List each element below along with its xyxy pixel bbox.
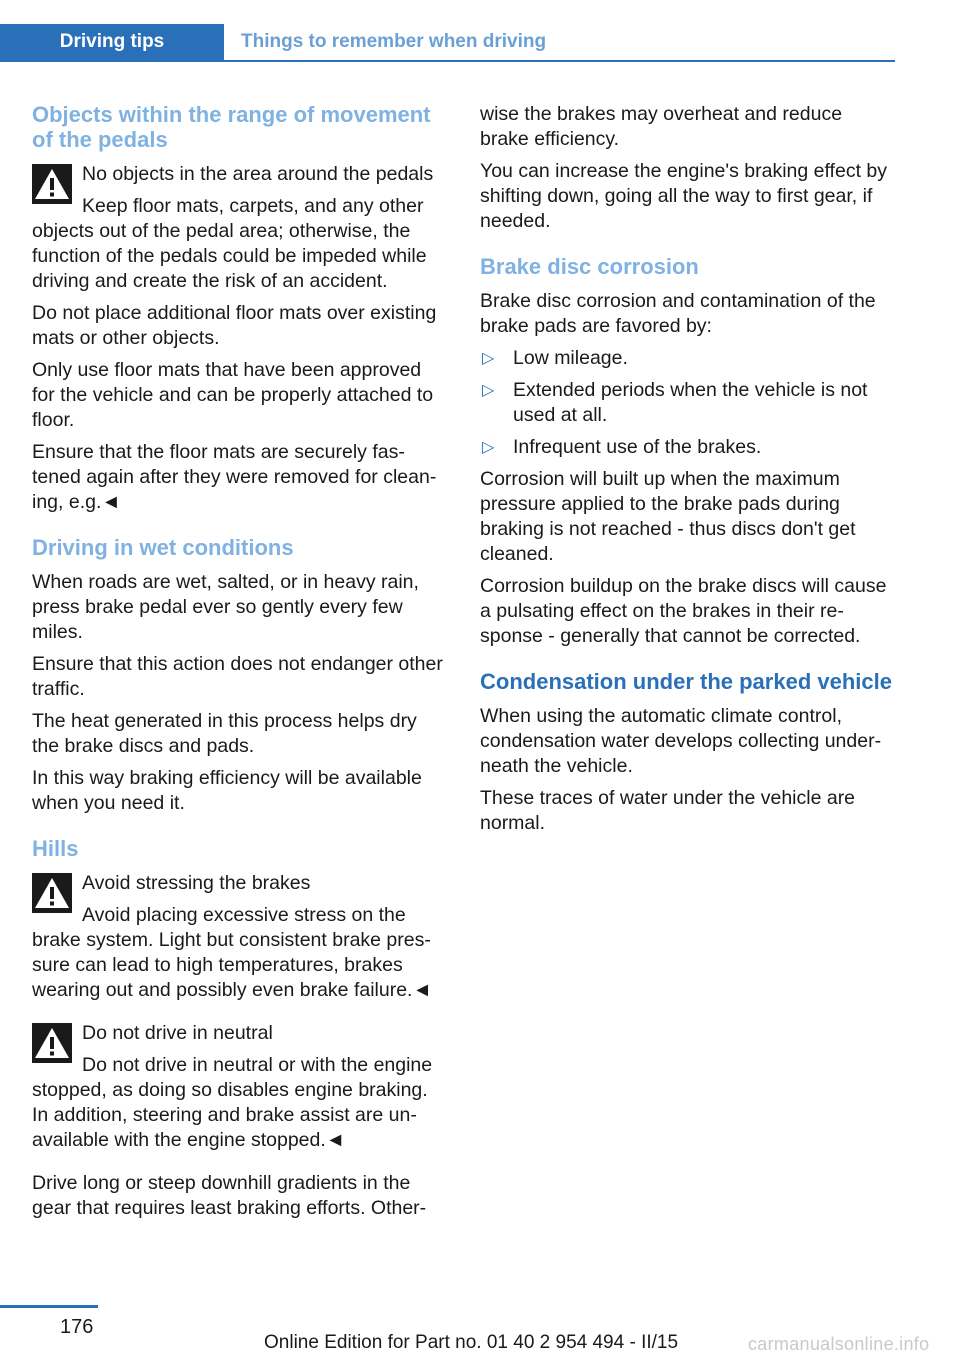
warning-pedals [32,162,447,294]
warning-title: No objects in the area around the pedals [82,163,434,185]
section-condensation [480,669,895,836]
paragraph: Ensure that this action does not endanger other traffic. [32,653,443,700]
paragraph: Corrosion will built up when the maximum pressure applied to the brake pads during braking is not reached - thus discs don't get cleaned. [480,468,856,565]
paragraph: Brake disc corrosion and contamination of the brake pads are favored by: [480,290,876,337]
paragraph: These traces of water under the vehicle are normal. [480,787,856,834]
paragraph: wise the brakes may overheat and reduce brake efficiency. [480,103,843,150]
heading-wet: Driving in wet conditions [32,535,294,560]
section-wet [32,535,447,816]
paragraph: You can increase the engine's braking effect by shifting down, going all the way to first gear, if needed. [480,160,888,232]
heading-pedals: Objects within the range of movement of the pedals [32,102,431,152]
page-number: 176 [60,1316,94,1338]
list-item-text: Extended periods when the vehicle is not used at all. [513,379,868,426]
list-item-text: Infrequent use of the brakes. [513,436,762,458]
list-item [480,435,895,460]
chapter-tab[interactable]: Driving tips [0,24,224,60]
right-column [480,102,895,843]
paragraph: Avoid placing excessive stress on the brake system. Light but consistent brake pressure can lead to high temperatures, brakes wearing out and possibly even brake failure.◄ [32,904,432,1001]
paragraph: The heat generated in this process helps dry the brake discs and pads. [32,710,417,757]
heading-hills: Hills [32,836,79,861]
heading-condensation: Condensation under the parked vehicle [480,669,892,694]
section-corrosion [480,254,895,649]
warning-neutral [32,1021,447,1153]
warning-triangle-icon [32,873,72,913]
paragraph: Keep floor mats, carpets, and any other objects out of the pedal area; otherwise, the function of the pedals could be impeded while driving and create the risk of an accident. [32,195,427,292]
triangle-right-icon: ▷ [482,439,495,456]
list-item [480,378,895,428]
footer-rule [0,1305,98,1308]
warning-stress [32,871,447,1003]
edition-text: Online Edition for Part no. 01 40 2 954 494 - II/15 [264,1332,679,1353]
paragraph: Corrosion buildup on the brake discs will cause a pulsating effect on the brakes in their response - generally that cannot be corrected. [480,575,887,647]
section-pedals [32,102,447,515]
list-item [480,346,895,371]
paragraph: Drive long or steep downhill gradients in the gear that requires least braking efforts. Other- [32,1172,427,1219]
heading-corrosion: Brake disc corrosion [480,254,699,279]
paragraph: When using the automatic climate control, condensation water develops collecting underneath the vehicle. [480,705,882,777]
warning-triangle-icon [32,164,72,204]
paragraph: Ensure that the floor mats are securely fastened again after they were removed for cleaning, e.g.◄ [32,441,437,513]
section-tab[interactable]: Things to remember when driving [241,31,547,52]
paragraph: Only use floor mats that have been approved for the vehicle and can be properly attached to floor. [32,359,434,431]
warning-title: Do not drive in neutral [82,1022,273,1044]
header-rule [0,60,895,62]
warning-triangle-icon [32,1023,72,1063]
triangle-right-icon: ▷ [482,382,495,399]
warning-title: Avoid stressing the brakes [82,872,311,894]
page-header [0,24,895,62]
paragraph: Do not place additional floor mats over existing mats or other objects. [32,302,437,349]
list-item-text: Low mileage. [513,347,628,369]
section-hills [32,836,447,1221]
paragraph: Do not drive in neutral or with the engine stopped, as doing so disables engine braking. In addition, steering and brake assist are unavailable with the engine stopped.◄ [32,1054,433,1151]
left-column [32,102,447,1228]
watermark: carmanualsonline.info [748,1334,930,1354]
triangle-right-icon: ▷ [482,350,495,367]
paragraph: In this way braking efficiency will be available when you need it. [32,767,422,814]
paragraph: When roads are wet, salted, or in heavy rain, press brake pedal ever so gently every few miles. [32,571,419,643]
bullet-list [480,346,895,460]
